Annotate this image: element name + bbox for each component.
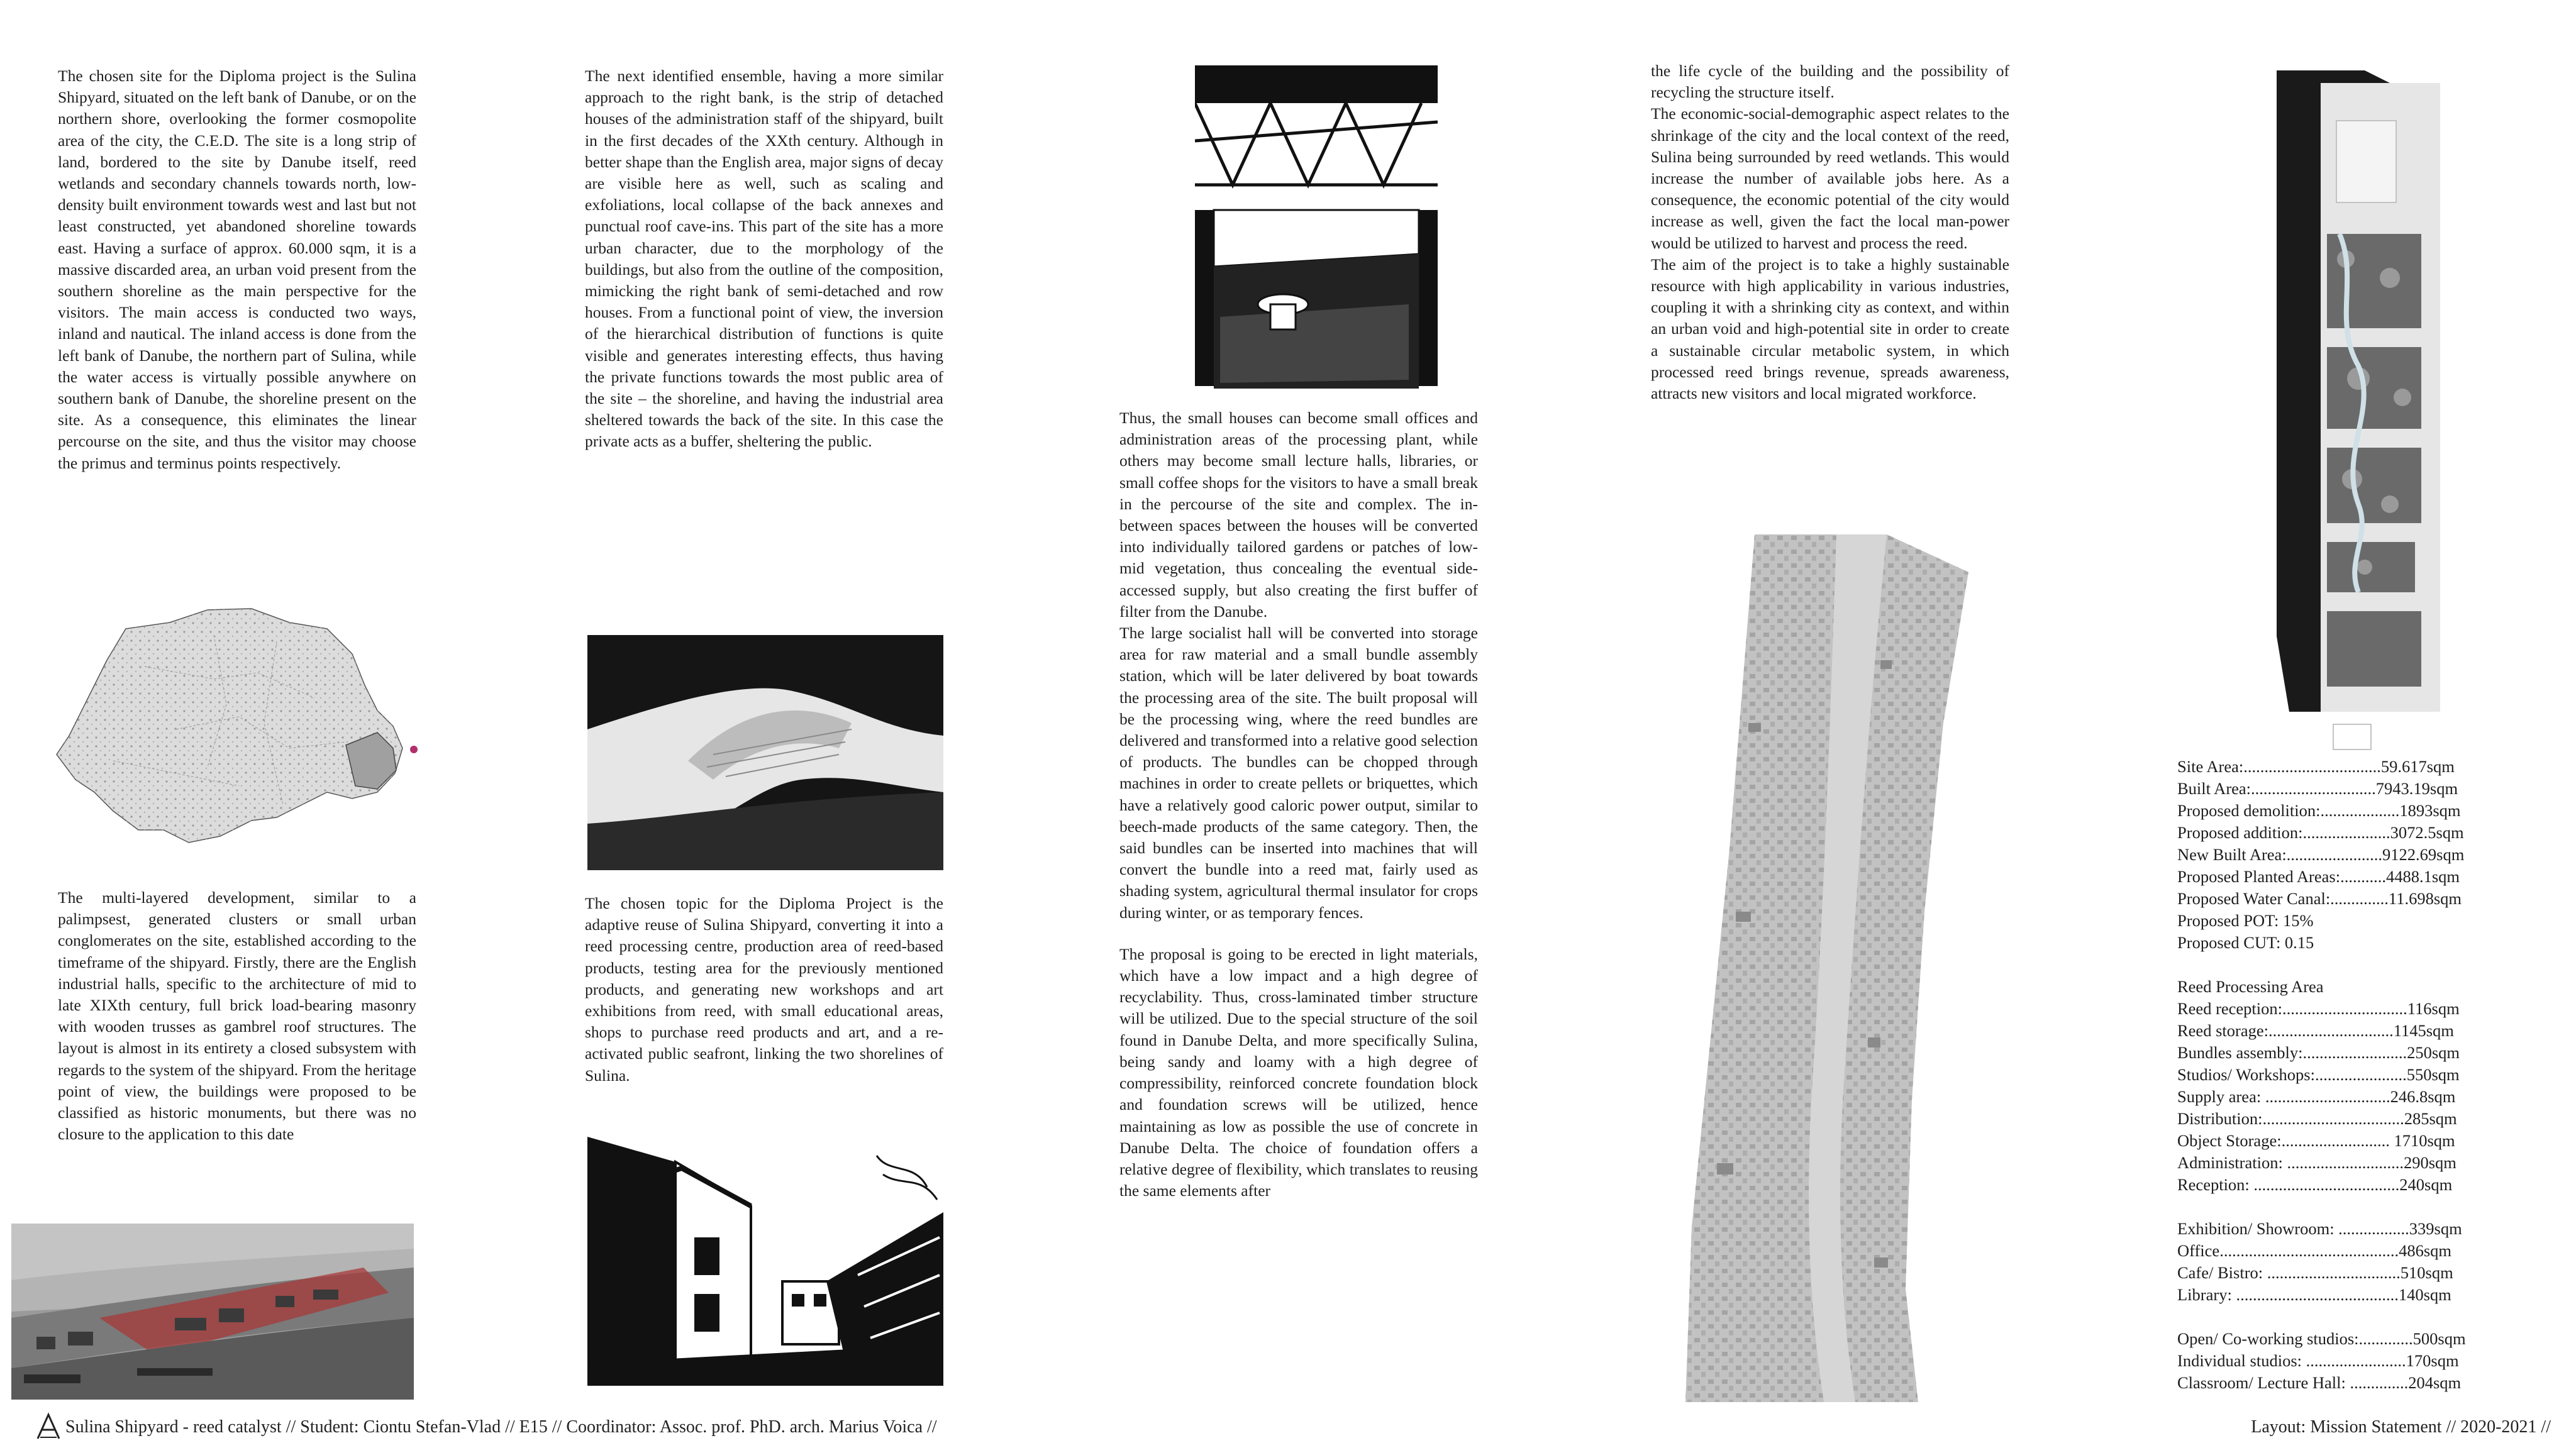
studios-stats-group	[2177, 1328, 2536, 1394]
detached-houses-text	[585, 65, 943, 453]
stat-row: Reed reception:..............................116sqm	[2177, 999, 2460, 1018]
paragraph: the life cycle of the building and the possibility of recycling the structure itself.	[1651, 62, 2009, 102]
stat-row: Cafe/ Bistro: ................................510sqm	[2177, 1263, 2453, 1282]
paragraph: The economic-social-demographic aspect relates to the shrinkage of the city and the local context of the reed, Sulina being surrounded by reed wetlands. This would increase the number of available jobs here. As a consequence, the economic potential of the city would increase as well, given the fact the local man-power would be utilized to harvest and process the reed.	[1651, 104, 2009, 252]
stat-row: Administration: ............................290sqm	[2177, 1153, 2457, 1172]
stat-row: Classroom/ Lecture Hall: ..............204sqm	[2177, 1373, 2462, 1392]
paragraph: The chosen site for the Diploma project is the Sulina Shipyard, situated on the left bank of Danube, or on the northern shore, overlooking the former cosmopolite area of the city, the C.E.D. The site is a long strip of land, bordered to the site by Danube itself, reed wetlands and secondary channels towards north, low-density built environment towards west and last but not least constructed, yet abandoned shoreline towards east. Having a surface of approx. 60.000 sqm, it is a massive discarded area, an urban void present from the southern shoreline as the main perspective for the visitors. The main access is conducted two ways, inland and nautical. The inland access is done from the left bank of Danube, the northern part of Sulina, while the water access is virtually possible anywhere on southern bank of Danube, the shoreline present on the site. As a consequence, this eliminates the linear percourse on the site, and thus the visitor may choose the primus and terminus points respectively.	[58, 67, 416, 472]
aim-text	[1651, 60, 2009, 404]
stat-row: Proposed Planted Areas:...........4488.1sqm	[2177, 867, 2460, 886]
footer-left: Sulina Shipyard - reed catalyst // Student: Ciontu Stefan-Vlad // E15 // Coordinator: Assoc. prof. PhD. arch. Marius Voica //	[65, 1417, 937, 1437]
stat-row: Open/ Co-working studios:.............500sqm	[2177, 1329, 2466, 1348]
paragraph: The multi-layered development, similar to a palimpsest, generated clusters or small urban conglomerates on the site, established according to the timeframe of the shipyard. Firstly, there are the English industrial halls, specific to the architecture of mid to late XIXth century, full brick load-bearing masonry with wooden trusses as gambrel roof structures. The layout is almost in its entirety a closed subsystem with regards to the system of the shipyard. From the heritage point of view, the buildings were proposed to be classified as historic monuments, but there was no closure to the application to this date	[58, 888, 416, 1144]
stat-row: Reed storage:..............................1145sqm	[2177, 1021, 2454, 1040]
site-plan	[2264, 70, 2446, 762]
site-model-photo	[587, 635, 943, 870]
paragraph: The proposal is going to be erected in light materials, which have a low impact and a high degree of recyclability. Thus, cross-laminated timber structure will be utilized. Due to the special structure of the soil found in Danube Delta, and more specifically Sulina, being sandy and loamy with a high degree of compressibility, reinforced concrete foundation block and foundation screws will be utilized, hence maintaining as low as possible the use of concrete in Danube Delta. The choice of foundation offers a relative degree of flexibility, which translates to reusing the same elements after	[1119, 944, 1478, 1200]
diploma-topic-text	[585, 893, 943, 1086]
stat-row: Studios/ Workshops:......................550sqm	[2177, 1065, 2460, 1084]
hall-interior-sketch	[1195, 65, 1438, 389]
reed-stats-group	[2177, 976, 2536, 1196]
paragraph: The chosen topic for the Diploma Project is the adaptive reuse of Sulina Shipyard, converting it into a reed processing centre, production area of reed-based products, testing area for the previously mentioned products, and generating new workshops and art exhibitions from reed, with small educational areas, shops to purchase reed products and art, and a re-activated public seafront, linking the two shorelines of Sulina.	[585, 894, 943, 1085]
stat-row: Library: .......................................140sqm	[2177, 1285, 2451, 1304]
proposal-text	[1119, 407, 1478, 1202]
stat-row: Site Area:.................................59.617sqm	[2177, 757, 2455, 776]
development-history-text	[58, 887, 416, 1145]
site-description-text	[58, 65, 416, 474]
stat-row: New Built Area:.......................9122.69sqm	[2177, 845, 2465, 864]
footer-right: Layout: Mission Statement // 2020-2021 //	[2251, 1417, 2551, 1437]
public-stats-group	[2177, 1218, 2536, 1306]
stat-row: Distribution:..................................285sqm	[2177, 1109, 2457, 1128]
stat-row: Object Storage:.......................... 1710sqm	[2177, 1131, 2455, 1150]
stat-row: Reception: ...................................240sqm	[2177, 1175, 2453, 1194]
stat-row: Supply area: ..............................246.8sqm	[2177, 1087, 2456, 1106]
paragraph: The large socialist hall will be converted into storage area for raw material and a small bundle assembly station, which will be later delivered by boat towards the processing area of the site. The built proposal will be the processing wing, where the reed bundles are delivered and transformed into a relative good selection of products. The bundles can be chopped through machines in order to create pellets or briquettes, which have a relatively good caloric power output, similar to beech-made products of the same category. Then, the said bundles can be inserted into machines that will convert the bundle into a reed mat, fairly used as shading system, agricultural thermal insulator for crops during winter, or as temporary fences.	[1119, 624, 1478, 922]
stat-row: Proposed Water Canal:..............11.698sqm	[2177, 889, 2462, 908]
area-statistics	[2177, 756, 2536, 1394]
stat-row: Proposed demolition:...................1893sqm	[2177, 801, 2461, 820]
stat-heading: Reed Processing Area	[2177, 977, 2324, 996]
paragraph: Thus, the small houses can become small offices and administration areas of the processing plant, while others may become small lecture halls, libraries, or small coffee shops for the visitors to have a small break in the percourse of the site and complex. The in-between spaces between the houses will be converted into individually tailored gardens or patches of low-mid vegetation, thus concealing the eventual side-accessed supply, but also creating the first buffer of filter from the Danube.	[1119, 409, 1478, 621]
stat-row: Built Area:..............................7943.19sqm	[2177, 779, 2458, 798]
university-logo-icon	[35, 1412, 62, 1440]
street-sketch	[587, 1137, 943, 1386]
paragraph: The next identified ensemble, having a more similar approach to the right bank, is the strip of detached houses of the administration staff of the shipyard, built in the first decades of the XXth century. Although in better shape than the English area, major signs of decay are visible here as well, such as scaling and exfoliations, local collapse of the back annexes and punctual roof cave-ins. This part of the site has a more urban character, due to the morphology of the buildings, but also from the outline of the composition, mimicking the right bank of semi-detached and row houses. From a functional point of view, the inversion of the hierarchical distribution of functions is quite visible and generates interesting effects, thus having the private functions towards the most public area of the site – the shoreline, and having the industrial area sheltered towards the back of the site. In this case the private acts as a buffer, sheltering the public.	[585, 67, 943, 451]
urban-model-strip	[1679, 534, 1968, 1402]
stat-row: Proposed POT: 15%	[2177, 911, 2314, 930]
stat-row: Bundles assembly:.........................250sqm	[2177, 1043, 2460, 1062]
stat-row: Proposed CUT: 0.15	[2177, 933, 2314, 952]
paragraph: The aim of the project is to take a highly sustainable resource with high applicability in various industries, coupling it with a shrinking city as context, and within an urban void and high-potential site in order to create a sustainable circular metabolic system, in which processed reed brings revenue, spreads awareness, attracts new visitors and local migrated workforce.	[1651, 255, 2009, 403]
site-stats-group	[2177, 756, 2536, 954]
romania-location-map	[50, 604, 423, 861]
stat-row: Exhibition/ Showroom: .................339sqm	[2177, 1219, 2462, 1238]
stat-row: Proposed addition:.....................3072.5sqm	[2177, 823, 2464, 842]
stat-row: Individual studios: ........................170sqm	[2177, 1351, 2459, 1370]
aerial-site-photo	[11, 1224, 414, 1400]
stat-row: Office...........................................486sqm	[2177, 1241, 2451, 1260]
